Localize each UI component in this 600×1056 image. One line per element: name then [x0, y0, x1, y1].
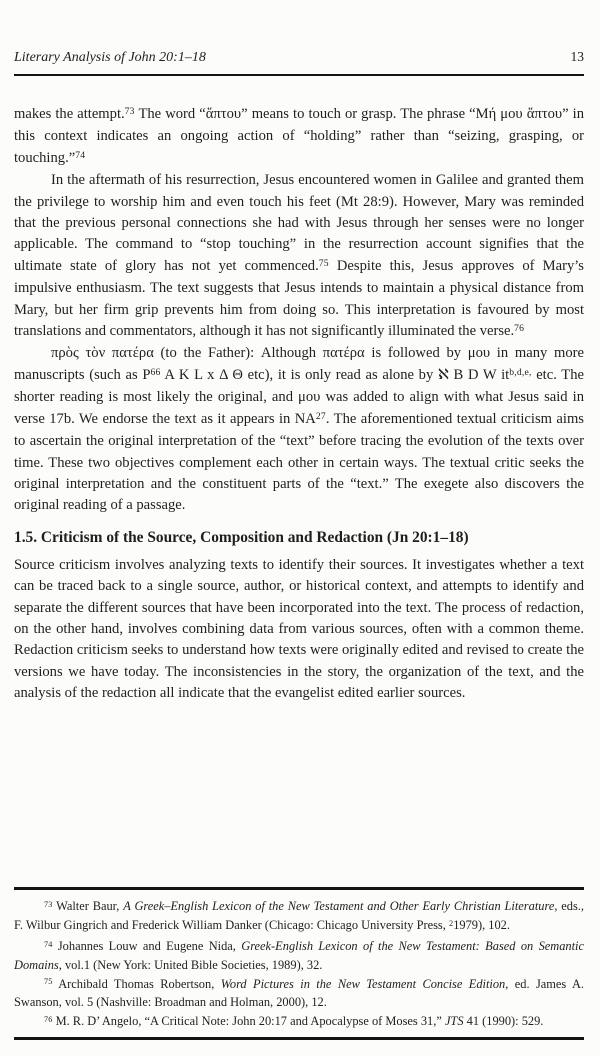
text-run: Johannes Louw and Eugene Nida, — [52, 939, 242, 954]
paragraph — [14, 104, 584, 170]
running-header — [14, 48, 584, 66]
text-run: A K L x Δ Θ etc), it is only read as alone by ℵ B D W it — [160, 366, 510, 383]
text-run: . The aforementioned textual criticism aims to ascertain the original interpretation of the “text” before tracing the evolution of the texts over time. These two objectives complement each other in certain ways. The textual critic seeks the original interpretation and the constituent parts of the “text.” The exegete also discovers the original reading of a passage. — [14, 410, 584, 514]
text-run: , eds., F. Wilbur Gingrich and Frederick William Danker (Chicago: Chicago University Press, — [14, 899, 584, 933]
paragraph — [14, 170, 584, 343]
footnote — [14, 1013, 584, 1032]
text-run: 41 (1990): 529. — [463, 1014, 544, 1029]
text-run: πρὸς τὸν πατέρα (to the Father): Although πατέρα is followed by μου in many more manuscripts (such as P — [14, 345, 584, 383]
text-run: 27 — [315, 410, 326, 422]
text-run: 74 — [75, 149, 86, 161]
footer-rule — [14, 1037, 584, 1040]
footnote-separator — [14, 887, 584, 890]
footnote — [14, 898, 584, 936]
footnote — [14, 938, 584, 974]
text-run: 76 — [514, 323, 525, 335]
body-text — [14, 104, 584, 861]
text-run: 76 — [44, 1014, 53, 1024]
text-run: 75 — [44, 977, 53, 987]
text-run: Archibald Thomas Robertson, — [52, 976, 221, 991]
text-run: In the aftermath of his resurrection, Jesus encountered women in Galilee and granted them the privilege to worship him and even touch his feet (Mt 28:9). However, Mary was reminded that the previous personal connections she had with Jesus through her senses were no longer applicable. The command to “stop touching” in the resurrection account signifies that the ultimate state of glory has not yet commenced. — [14, 172, 584, 274]
text-run: 73 — [44, 900, 53, 909]
text-run: M. R. D’ Angelo, “A Critical Note: John 20:17 and Apocalypse of Moses 31,” — [52, 1014, 445, 1029]
footnote — [14, 976, 584, 1012]
text-run: b,d,e, — [509, 366, 532, 378]
text-run: JTS — [444, 1014, 464, 1029]
paragraph — [14, 343, 584, 516]
text-run: A Greek–English Lexicon of the New Testament and Other Early Christian Literature — [123, 899, 555, 914]
text-run: Greek-English Lexicon of the New Testament: Based on Semantic Domains — [14, 939, 584, 972]
footnotes — [14, 898, 584, 1032]
text-run: etc. The shorter reading is most likely the original, and μου was added to align with what Jesus said in verse 17b. We endorse the text as it appears in NA — [14, 366, 584, 427]
text-run: 75 — [318, 257, 329, 269]
page-number: 13 — [570, 49, 584, 64]
footnote-section — [14, 887, 584, 1040]
text-run: 73 — [124, 105, 135, 117]
text-run: makes the attempt. — [14, 106, 125, 122]
text-run: Word Pictures in the New Testament Concise Edition — [220, 976, 506, 991]
text-run: 1979), 102. — [453, 918, 510, 933]
text-run: The word “ἅπτου” means to touch or grasp. The phrase “Μή μου ἅπτου” in this context indicates an ongoing action of “holding” rather than “seizing, grasping, or touching.” — [14, 106, 584, 166]
text-run: Walter Baur, — [52, 899, 124, 914]
text-run: 66 — [150, 366, 161, 378]
text-run: 74 — [44, 939, 53, 949]
paragraph — [14, 555, 584, 705]
text-run: 2 — [448, 918, 454, 928]
header-rule — [14, 74, 584, 76]
text-run: , ed. James A. Swanson, vol. 5 (Nashville: Broadman and Holman, 2000), 12. — [14, 976, 584, 1010]
text-run: Despite this, Jesus approves of Mary’s impulsive enthusiasm. The text suggests that Jesus intends to maintain a physical distance from Mary, but her firm grip prevents him from doing so. This interpretation is favoured by most translations and commentators, although it has not significantly illuminated the verse. — [14, 257, 584, 340]
section-heading: 1.5. Criticism of the Source, Composition and Redaction (Jn 20:1–18) — [14, 528, 469, 546]
running-header-title: Literary Analysis of John 20:1–18 — [14, 50, 206, 65]
text-run: , vol.1 (New York: United Bible Societies, 1989), 32. — [58, 957, 323, 972]
text-run: Source criticism involves analyzing texts to identify their sources. It investigates whether a text can be traced back to a single source, author, or historical context, and attempts to identify and separate the different sources that have been incorporated into the text. The process of redaction, on the other hand, involves combining data from various sources, often with a common theme. Redaction criticism seeks to understand how texts were originally edited and revised to create the versions we have today. The inconsistencies in the story, the organization of the text, and the analysis of the redaction all indicate that the evangelist edited earlier sources. — [14, 556, 584, 702]
